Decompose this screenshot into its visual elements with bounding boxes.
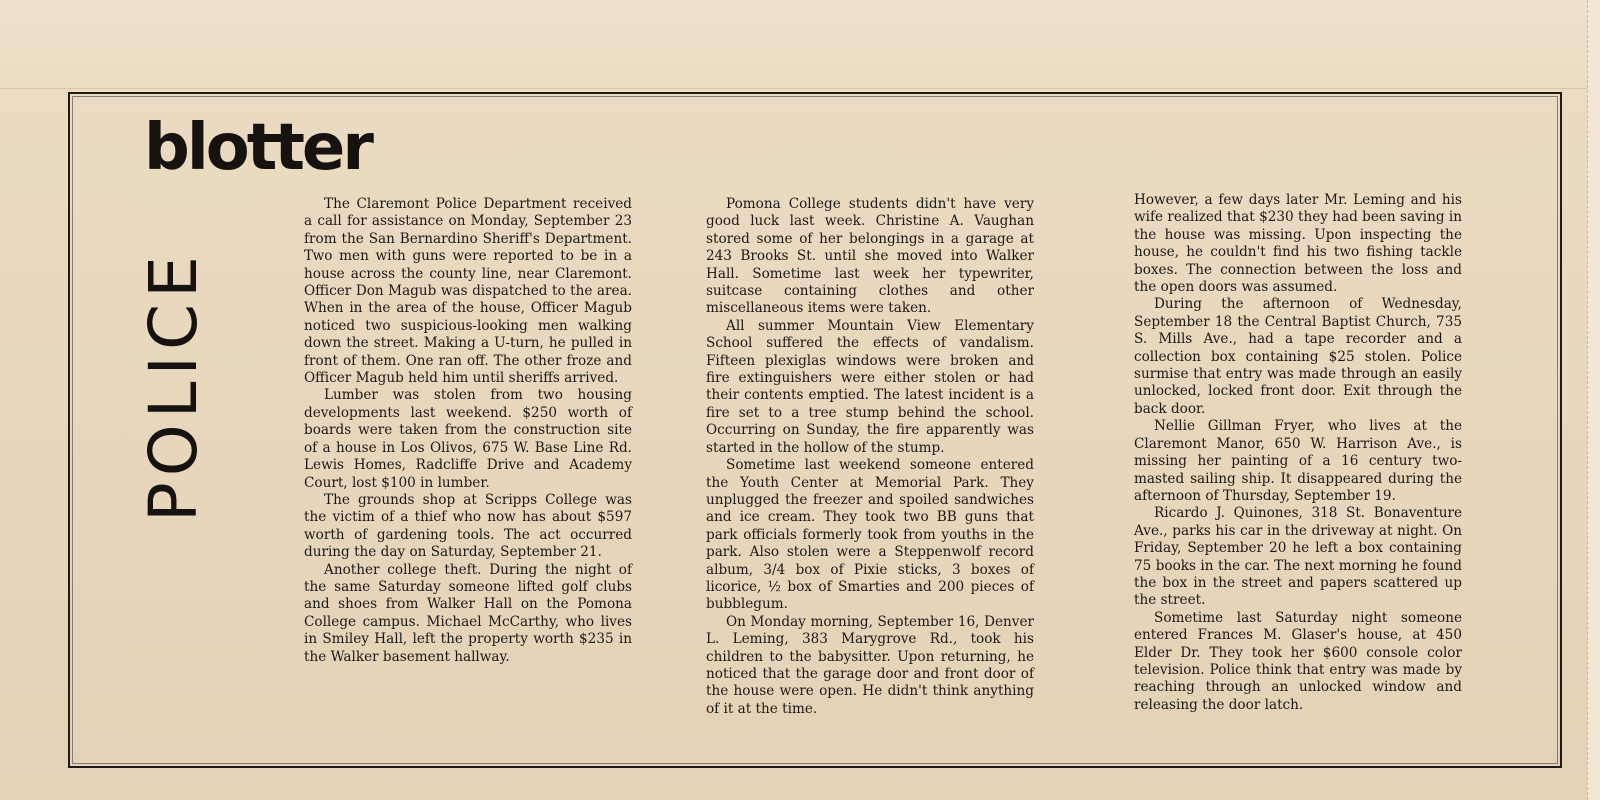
paragraph: Pomona College students didn't have very good luck last week. Christine A. Vaughan stored some of her belongings in a garage at 243 Brooks St. until she moved into Walker Hall. Sometime last week her typewriter, suitcase containing clothes and other miscellaneous items were taken. xyxy=(706,196,1034,317)
paragraph: On Monday morning, September 16, Denver L. Leming, 383 Marygrove Rd., took his children to the babysitter. Upon returning, he noticed that the garage door and front door of the house were open. He didn't think anything of it at the time. xyxy=(706,613,1034,717)
paragraph: Lumber was stolen from two housing developments last weekend. $250 worth of boards were taken from the construction site of a house in Los Olivos, 675 W. Base Line Rd. Lewis Homes, Radcliffe Drive and Academy Court, lost $100 in lumber. xyxy=(304,387,632,491)
article-column-3 xyxy=(1134,192,1462,714)
article-column-2 xyxy=(706,196,1034,718)
paragraph: However, a few days later Mr. Leming and his wife realized that $230 they had been saving in the house was missing. Upon inspecting the house, he couldn't find his two fishing tackle boxes. The connection between the loss and the open doors was assumed. xyxy=(1134,192,1462,296)
paper-fold-strip xyxy=(0,0,1600,89)
headline-police: POLICE xyxy=(135,250,212,522)
paragraph: During the afternoon of Wednesday, September 18 the Central Baptist Church, 735 S. Mills Ave., had a tape recorder and a collection box containing $25 stolen. Police surmise that entry was made through an easily unlocked, locked front door. Exit through the back door. xyxy=(1134,296,1462,417)
paragraph: Sometime last weekend someone entered the Youth Center at Memorial Park. They unplugged the freezer and spoiled sandwiches and ice cream. They took two BB guns that park officials formerly took from youths in the park. Also stolen were a Steppenwolf record album, 3/4 box of Pixie sticks, 3 boxes of licorice, ½ box of Smarties and 200 pieces of bubblegum. xyxy=(706,457,1034,613)
paragraph: Another college theft. During the night of the same Saturday someone lifted golf clubs and shoes from Walker Hall on the Pomona College campus. Michael McCarthy, who lives in Smiley Hall, left the property worth $235 in the Walker basement hallway. xyxy=(304,561,632,665)
paragraph: Sometime last Saturday night someone entered Frances M. Glaser's house, at 450 Elder Dr. They took her $600 console color television. Police think that entry was made by reaching through an unlocked window and releasing the door latch. xyxy=(1134,609,1462,713)
paragraph: The grounds shop at Scripps College was the victim of a thief who now has about $597 worth of gardening tools. The act occurred during the day on Saturday, September 21. xyxy=(304,491,632,561)
paragraph: All summer Mountain View Elementary School suffered the effects of vandalism. Fifteen plexiglas windows were broken and fire extinguishers were either stolen or had their contents emptied. The latest incident is a fire set to a tree stump behind the school. Occurring on Sunday, the fire apparently was started in the hollow of the stump. xyxy=(706,317,1034,456)
article-column-1 xyxy=(304,196,632,666)
paper-torn-edge xyxy=(1587,0,1600,800)
paragraph: The Claremont Police Department received a call for assistance on Monday, September 23 from the San Bernardino Sheriff's Department. Two men with guns were reported to be in a house across the county line, near Claremont. Officer Don Magub was dispatched to the area. When in the area of the house, Officer Magub noticed two suspicious-looking men walking down the street. Making a U-turn, he pulled in front of them. One ran off. The other froze and Officer Magub held him until sheriffs arrived. xyxy=(304,196,632,387)
paragraph: Nellie Gillman Fryer, who lives at the Claremont Manor, 650 W. Harrison Ave., is missing her painting of a 16 century two-masted sailing ship. It disappeared during the afternoon of Thursday, September 19. xyxy=(1134,418,1462,504)
headline-blotter: blotter xyxy=(144,111,371,185)
headline-police-vertical xyxy=(135,182,212,522)
paragraph: Ricardo J. Quinones, 318 St. Bonaventure Ave., parks his car in the driveway at night. On Friday, September 20 he left a box containing 75 books in the car. The next morning he found the box in the street and papers scattered up the street. xyxy=(1134,505,1462,609)
